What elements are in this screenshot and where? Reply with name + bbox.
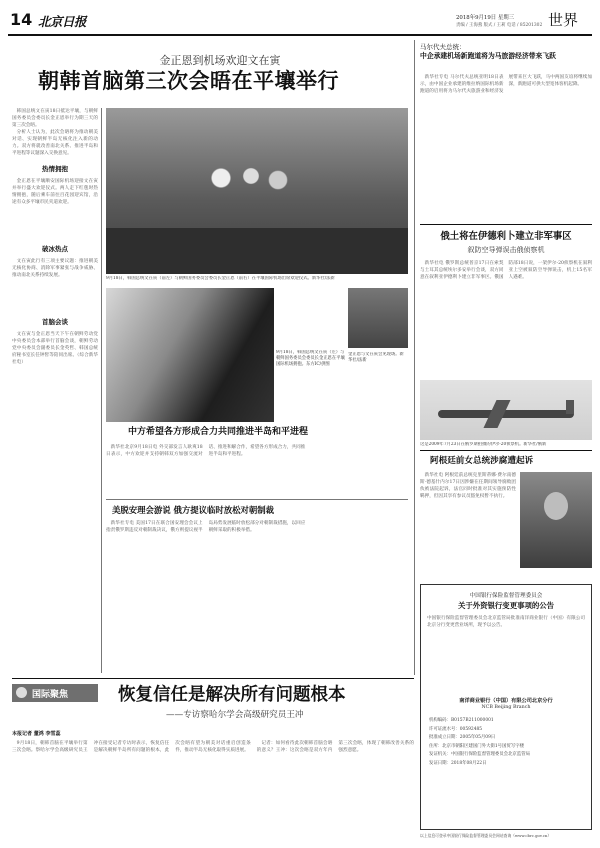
photo2-caption: 9月18日，韩国总统文在寅（左）与朝鲜国务委员会委员长金正恩在平壤国际机场拥抱。东方IC/供图 [276, 350, 345, 367]
lead-body-column [12, 108, 98, 678]
masthead [8, 10, 592, 34]
mid-article-rule [106, 499, 408, 500]
subhead-ice-breaking: 破冰热点 [42, 245, 68, 253]
embrace-photo [106, 288, 274, 422]
sanctions-body: 新华社专电 美国17日在联合国安理会会议上指责俄罗斯违反对朝制裁决议，俄方则提议视半岛局势发展临时放松部分对朝制裁措施，以回应朝鲜采取的积极举措。 [106, 521, 306, 533]
plane-tail [566, 400, 574, 414]
photo1-caption: 9月18日，韩国总统文在寅（前左）与朝鲜国务委员会委员长金正恩（前右）在平壤国际机场出席欢迎仪式。新华社/法新 [106, 276, 335, 281]
lead-body: 分析人士认为，此次会晤将为推动朝美对话、实现朝鲜半岛无核化注入新的动力。双方将就改善南北关系、推进半岛和平进程等议题深入交换意见。 [12, 130, 98, 156]
focus-label-block [12, 684, 98, 702]
focus-byline: 本报记者 董鸿 李雪蕊 [12, 731, 61, 737]
notice-org-english: NCB Beijing Branch [481, 705, 531, 710]
notice-item: 发证机关：中国银行保险监督管理委员会北京监管局 [429, 752, 530, 757]
notice-item: 机构编码：B0157B211000001 [429, 718, 494, 723]
focus-quote: 记者：如何看待此次朝韩首脑会晤的意义？王冲：这次会晤是双方年内第三次会晤，体现了朝韩改善关系的强烈意愿。 [256, 741, 414, 753]
notice-item: 批准成立日期：2005年05月09日 [429, 735, 496, 740]
maldives-headline: 中企承建机场新跑道将为马旅游经济带来飞跃 [420, 52, 556, 60]
bank-notice-box [420, 584, 592, 830]
maldives-kicker: 马尔代夫总统： [420, 43, 466, 51]
focus-body [12, 740, 414, 838]
meeting-photo [348, 288, 408, 348]
notice-item: 许可证流水号：00592485 [429, 726, 483, 732]
paper-name-logo: 北京日报 [38, 14, 87, 29]
kirchner-face [544, 492, 568, 520]
masthead-rule [8, 34, 592, 36]
sanctions-headline: 美脱安理会游说 俄方提议临时放松对朝制裁 [112, 505, 275, 515]
globe-icon [16, 687, 27, 698]
lead-intro: 韩国总统文在寅18日抵达平壤，与朝鲜国务委员会委员长金正恩举行为期三天的第三次会晤。 [12, 109, 98, 128]
kirchner-photo [520, 472, 592, 568]
photo3-caption: 金正恩与文在寅会见现场。新华社/法新 [348, 352, 404, 363]
argentina-headline: 阿根廷前女总统涉腐遭起诉 [430, 456, 534, 466]
lead-headline: 朝韩首脑第三次会晤在平壤举行 [38, 69, 339, 93]
date-line: 2018年9月19日 星期三 [456, 15, 515, 21]
right-column-divider [414, 40, 415, 675]
notice-intro: 中国银行保险监督管理委员会北京监管局批准南洋商业银行（中国）有限公司北京分行变更营业场所，现予以公告。 [427, 616, 585, 628]
mid-article-body: 新华社北京9月18日电 外交部发言人耿爽18日表示，中方欢迎并支持朝韩双方加强交流对话、推进和解合作，希望各方形成合力，共同推进半岛和平进程。 [106, 445, 306, 457]
subhead-summit-talks: 首脑会谈 [42, 318, 68, 326]
focus-label: 国际聚焦 [32, 690, 69, 700]
focus-headline: 恢复信任是解决所有问题根本 [118, 685, 346, 705]
focus-top-rule [12, 678, 414, 679]
notice-org-name: 南洋商业银行（中国）有限公司北京分行 [459, 698, 553, 704]
notice-regulator-name: 中国银行保险监督管理委员会 [469, 593, 543, 599]
russia-top-rule [420, 224, 592, 225]
section-name: 世界 [548, 11, 579, 29]
lead-kicker: 金正恩到机场欢迎文在寅 [159, 54, 281, 67]
notice-title: 关于外资银行变更事项的公告 [457, 601, 555, 610]
russia-headline: 俄土将在伊德利卜建立非军事区 [440, 231, 572, 242]
notice-items [429, 717, 585, 768]
notice-item: 发证日期：2018年08月22日 [429, 760, 487, 766]
subhead-warm-hug: 热情拥抱 [42, 165, 68, 173]
focus-subtitle: ——专访察哈尔学会高级研究员王冲 [166, 710, 304, 720]
plane-photo-caption: 这是2009年7月23日在俄罗斯拍摄的伊尔-20侦察机。新华社/俄新 [420, 442, 547, 447]
argentina-body: 新华社电 阿根廷前总统克里斯蒂娜·费尔南德斯·德基什内尔17日因涉嫌在任期间领导腐败团伙被法院起诉，法官同时批准对其实施预防性羁押，但因其享有参议员豁免权暂不执行。 [420, 473, 516, 499]
maldives-body: 新华社专电 马尔代夫总统亚明18日表示，由中国企业承建的维拉纳国际机场新跑道的启用将为马尔代夫旅游业和经济发展带来巨大飞跃，马中两国友谊将继续加深，新跑道可供大型宽体客机起降。 [420, 75, 592, 94]
russia-subheadline: 叙防空导弹误击俄侦察机 [467, 246, 545, 254]
plane-fuselage [438, 410, 574, 418]
mid-article-headline: 中方希望各方形成合力共同推进半岛和平进程 [128, 427, 309, 437]
lead-body-2: 金正恩在平壤顺安国际机场迎接文在寅并举行盛大欢迎仪式。两人走下红毯时热情拥抱，随后乘车前往百花园迎宾馆，沿途有众多平壤市民夹道欢迎。 [12, 179, 98, 205]
il20-plane-photo [420, 380, 592, 440]
editors-line: 责编 / 王海燕 版式 / 王莉 电话 / 85201302 [456, 23, 543, 28]
photo-figures [176, 148, 326, 248]
focus-body-text: 9月18日，朝韩首脑在平壤举行第三次会晤。察哈尔学会高级研究员王冲在接受记者专访时表示，恢复信任是解决朝鲜半岛所有问题的根本，此次会晤有望为朝美对话重启创造条件，推动半岛无核化取得实质进展。 [12, 741, 251, 753]
notice-item: 住所：北京市朝阳区建国门外大街1号国贸写字楼 [429, 743, 524, 749]
argentina-top-rule [420, 450, 592, 451]
lead-column-divider [101, 108, 102, 673]
lead-body-4: 文在寅与金正恩当天下午在朝鲜劳动党中央委员会本部举行首脑会谈，朝鲜劳动党中央委员会副委员长金英哲、韩国总统府秘书室长任钟皙等陪同出席。（综合新华社电） [12, 332, 98, 365]
russia-body: 新华社电 俄罗斯总统普京17日在索契与土耳其总统埃尔多安举行会谈，双方同意在叙利亚伊德利卜建立非军事区。俄国防部18日说，一架伊尔-20侦察机在叙利亚上空被叙防空导弹误击，机上15名军人遇难。 [420, 261, 592, 280]
lead-body-3: 文在寅此行有三项主要议题：推进朝美无核化协商、消除军事紧张与战争威胁、推动南北关系持续发展。 [12, 259, 98, 278]
page-number: 14 [10, 10, 33, 29]
airport-welcome-photo [106, 108, 408, 274]
notice-footer: 以上信息可登录中国银行保险监督管理委员会网站查询（www.cbrc.gov.cn） [420, 833, 552, 838]
